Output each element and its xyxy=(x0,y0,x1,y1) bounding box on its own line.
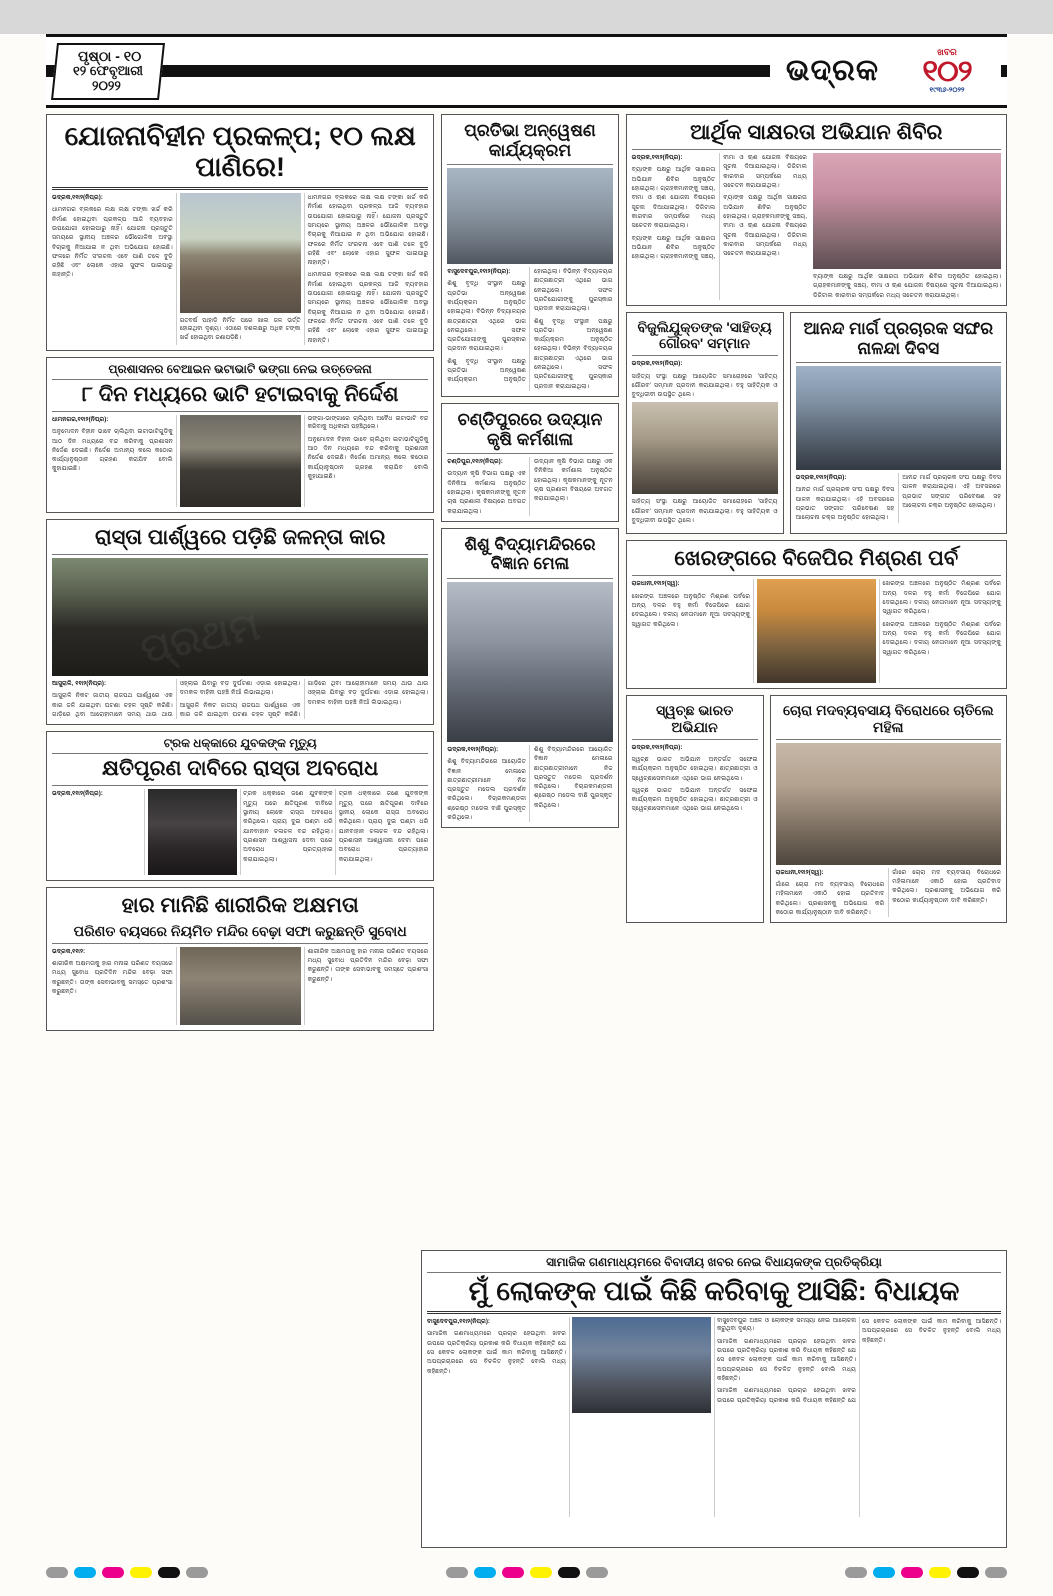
lead-text-3: ଧାମନଗର ବ୍ଲକରେ ଲକ୍ଷ ଲକ୍ଷ ଟଙ୍କା ଖର୍ଚ୍ଚ କରି ନିର୍ମାଣ ହୋଇଥିବା ପ୍ରକଳ୍ପ ଆଜି ବ୍ୟବହାର ଉପଯୋଗୀ ହୋଇପାରୁ ନାହିଁ। ଯୋଜନା ପ୍ରସ୍ତୁତି ସମୟରେ ସ୍ଥାନୀୟ ଅଞ୍ଚଳର ଭୌଗୋଳିକ ଅବସ୍ଥା ବିଚାରକୁ ନିଆଯାଇ ନ ଥିବା ଅଭିଯୋଗ ହୋଇଛି। ଫଳରେ ନିର୍ମିତ ସଂରଚନା ଏବେ ପାଣି ତଳେ ବୁଡ଼ି ରହିଛି ଏବଂ ଲୋକେ ଏହାର ସୁଫଳ ପାଇପାରୁ ନାହାନ୍ତି। xyxy=(307,271,429,344)
print-color-bar xyxy=(46,1567,1007,1578)
lead-text: ଧାମନଗର ବ୍ଲକରେ ଲକ୍ଷ ଲକ୍ଷ ଟଙ୍କା ଖର୍ଚ୍ଚ କରି ନିର୍ମାଣ ହୋଇଥିବା ପ୍ରକଳ୍ପ ଆଜି ବ୍ୟବହାର ଉପଯୋଗୀ ହୋଇପାରୁ ନାହିଁ। ଯୋଜନା ପ୍ରସ୍ତୁତି ସମୟରେ ସ୍ଥାନୀୟ ଅଞ୍ଚଳର ଭୌଗୋଳିକ ଅବସ୍ଥା ବିଚାରକୁ ନିଆଯାଇ ନ ଥିବା ଅଭିଯୋଗ ହୋଇଛି। ଫଳରେ ନିର୍ମିତ ସଂରଚନା ଏବେ ପାଣି ତଳେ ବୁଡ଼ି ରହିଛି ଏବଂ ଲୋକେ ଏହାର ସୁଫଳ ପାଇପାରୁ ନାହାନ୍ତି। xyxy=(52,206,173,279)
finlit-headline: ଆର୍ଥିକ ସାକ୍ଷରତା ଅଭିଯାନ ଶିବିର xyxy=(690,121,943,144)
logo-main-text: ୧୦୨ xyxy=(922,55,972,88)
swachh-body xyxy=(632,743,758,814)
article-talent xyxy=(441,114,618,397)
talent-photo xyxy=(447,168,612,264)
article-disability xyxy=(46,887,434,1030)
kiln-headline: ୮ ଦିନ ମଧ୍ୟରେ ଭାଟି ହଟାଇବାକୁ ନିର୍ଦ୍ଦେଶ xyxy=(81,382,399,406)
swatch-cyan xyxy=(74,1567,96,1578)
car-dateline: ଆସୁରାଳି, ୧୧ା୨(ନିପ୍ର): xyxy=(52,680,107,688)
truck-photo xyxy=(148,789,238,875)
agri-dateline: ଚଣ୍ଡିପୁର,୧୧ା୨(ନିପ୍ର): xyxy=(447,458,503,466)
swatch-gray-4 xyxy=(586,1567,608,1578)
color-swatch-group-left xyxy=(46,1567,208,1578)
sahitya-headline: ବିଜୁଲିଯୁକ୍ତଙ୍କ 'ସାହିତ୍ୟ ଗୌରବ' ସମ୍ମାନ xyxy=(637,319,772,352)
article-truck-death xyxy=(46,731,434,881)
article-science-fair xyxy=(441,528,618,828)
color-swatch-group-center xyxy=(446,1567,608,1578)
disability-photo xyxy=(180,947,301,1025)
agri-body xyxy=(447,457,612,516)
page-date-line2: ୨୦୨୨ xyxy=(91,77,121,93)
finlit-text: ବ୍ୟାଙ୍କ ପକ୍ଷରୁ ଆର୍ଥିକ ସାକ୍ଷରତା ଅଭିଯାନ ଶିବିର ଅନୁଷ୍ଠିତ ହୋଇଥିଲା। ଗ୍ରାହକମାନଙ୍କୁ ସଞ୍ଚୟ, ବୀମା ଓ ଋଣ ଯୋଜନା ବିଷୟରେ ସୂଚନା ଦିଆଯାଇଥିଲା। ଡିଜିଟାଲ କାରବାର ସମ୍ପର୍କରେ ମଧ୍ୟ ସଚେତନ କରାଯାଇଥିଲା। xyxy=(631,166,716,230)
finlit-text-2: ବ୍ୟାଙ୍କ ପକ୍ଷରୁ ଆର୍ଥିକ ସାକ୍ଷରତା ଅଭିଯାନ ଶିବିର ଅନୁଷ୍ଠିତ ହୋଇଥିଲା। ଗ୍ରାହକମାନଙ୍କୁ ସଞ୍ଚୟ, ବୀମା ଓ ଋଣ ଯୋଜନା ବିଷୟରେ ସୂଚନା ଦିଆଯାଇଥିଲା। ଡିଜିଟାଲ କାରବାର ସମ୍ପର୍କରେ ମଧ୍ୟ ସଚେତନ କରାଯାଇଥିଲା। xyxy=(631,154,807,261)
page-number: ପୃଷ୍ଠା - ୧୦ xyxy=(78,47,142,64)
liquor-dateline: ରାଜଧାନୀ,୧୧ା୨(ସ୍ୱ): xyxy=(775,868,824,876)
talent-dateline: ବାସୁଦେବପୁର,୧୧ା୨(ନିପ୍ର): xyxy=(447,268,511,276)
newspaper-page xyxy=(0,34,1053,1596)
disability-subhead: ପରିଣତ ବୟସରେ ନିୟମିତ ମନ୍ଦିର ବେଢ଼ା ସଫା କରୁଛନ୍ତି ସୁବୋଧ xyxy=(73,922,407,939)
swachh-headline: ସ୍ୱଚ୍ଛ ଭାରତ ଅଭିଯାନ xyxy=(655,702,734,735)
finlit-dateline: ଭଦ୍ରକ,୧୧ା୨(ନିପ୍ର): xyxy=(631,154,683,162)
article-sahitya-award xyxy=(626,312,784,534)
swatch-black-3 xyxy=(957,1567,979,1578)
mla-body xyxy=(427,1317,1001,1517)
truck-text-2: ଟ୍ରକ ଧକ୍କାରେ ଜଣେ ଯୁବକଙ୍କ ମୃତ୍ୟୁ ପରେ କ୍ଷତିପୂରଣ ଦାବିରେ ସ୍ଥାନୀୟ ଲୋକେ ରାସ୍ତା ଅବରୋଧ କରିଥିଲେ। ପ୍ରାୟ ଦୁଇ ଘଣ୍ଟା ଧରି ଯାନବାହାନ ଚଳାଚଳ ବନ୍ଦ ରହିଥିଲା। ପ୍ରଶାସନ ଆଶ୍ୱାସନା ଦେବା ପରେ ଅବରୋଧ ପ୍ରତ୍ୟାହାର କରାଯାଇଥିଲା। xyxy=(338,790,429,863)
mla-text-3: ସାମାଜିକ ଗଣମାଧ୍ୟମରେ ପ୍ରଚାର ହେଉଥିବା ଖବର ଉପରେ ପ୍ରତିକ୍ରିୟା ପ୍ରକାଶ କରି ବିଧାୟକ କହିଛନ୍ତି ଯେ ସେ କେବଳ ଲୋକଙ୍କ ପାଇଁ କାମ କରିବାକୁ ଆସିଛନ୍ତି। ଅପପ୍ରଚାରରେ ସେ ବିଚଳିତ ନୁହନ୍ତି ବୋଲି ମଧ୍ୟ କହିଛନ୍ତି। xyxy=(717,1318,1001,1404)
talent-text-3: ଶିଶୁ ବୃଦ୍ଧି ସଂସ୍ଥାନ ପକ୍ଷରୁ ପ୍ରତିଭା ଅନ୍ୱେଷଣ କାର୍ଯ୍ୟକ୍ରମ ଅନୁଷ୍ଠିତ ହୋଇଥିଲା। ବିଭିନ୍ନ ବିଦ୍ୟାଳୟର ଛାତ୍ରଛାତ୍ରୀ ଏଥିରେ ଭାଗ ନେଇଥିଲେ। ସଫଳ ପ୍ରତିଯୋଗୀଙ୍କୁ ପୁରସ୍କାର ପ୍ରଦାନ କରାଯାଇଥିଲା। xyxy=(533,317,613,390)
science-text: ଶିଶୁ ବିଦ୍ୟାମନ୍ଦିରରେ ଆୟୋଜିତ ବିଜ୍ଞାନ ମେଳାରେ ଛାତ୍ରଛାତ୍ରୀମାନେ ନିଜ ପ୍ରସ୍ତୁତ ମଡେଲ ପ୍ରଦର୍ଶନ କରିଥିଲେ। ବିଚାରକମଣ୍ଡଳୀ ଶ୍ରେଷ୍ଠ ମଡେଲ ବାଛି ପୁରସ୍କୃତ କରିଥିଲେ। xyxy=(447,758,526,821)
mla-text: ସାମାଜିକ ଗଣମାଧ୍ୟମରେ ପ୍ରଚାର ହେଉଥିବା ଖବର ଉପରେ ପ୍ରତିକ୍ରିୟା ପ୍ରକାଶ କରି ବିଧାୟକ କହିଛନ୍ତି ଯେ ସେ କେବଳ ଲୋକଙ୍କ ପାଇଁ କାମ କରିବାକୁ ଆସିଛନ୍ତି। ଅପପ୍ରଚାରରେ ସେ ବିଚଳିତ ନୁହନ୍ତି ବୋଲି ମଧ୍ୟ କହିଛନ୍ତି। xyxy=(427,1330,566,1375)
color-swatch-group-right xyxy=(845,1567,1007,1578)
swatch-gray-5 xyxy=(845,1567,867,1578)
ananda-text: ଆନନ୍ଦ ମାର୍ଗ ପ୍ରଚାରକ ସଂଘ ପକ୍ଷରୁ ଦିବସ ପାଳନ କରାଯାଇଥିଲା। ଏହି ଅବସରରେ ପ୍ରଭାତ ସଙ୍ଗୀତ ପରିବେଷଣ ସହ ଆଲୋଚନା ଚକ୍ର ଅନୁଷ୍ଠିତ ହୋଇଥିଲା। xyxy=(795,486,895,522)
agri-text: ଉଦ୍ୟାନ କୃଷି ବିଭାଗ ପକ୍ଷରୁ ଏକ ଦିନିକିଆ କର୍ମଶାଳା ଅନୁଷ୍ଠିତ ହୋଇଥିଲା। କୃଷକମାନଙ୍କୁ ନୂତନ ଚାଷ ପ୍ରଣାଳୀ ବିଷୟରେ ଅବଗତ କରାଯାଇଥିଲା। xyxy=(447,470,526,515)
swatch-magenta-3 xyxy=(901,1567,923,1578)
swatch-cyan-2 xyxy=(474,1567,496,1578)
bjp-text-2: ଖେରଙ୍ଗ ଅଞ୍ଚଳରେ ଅନୁଷ୍ଠିତ ମିଶ୍ରଣ ପର୍ବରେ ଅନ୍ୟ ଦଳର ବହୁ କର୍ମୀ ବିଜେପିରେ ଯୋଗ ଦେଇଥିଲେ। ଦଳୀୟ ନେତାମାନେ ନୂଆ ସଦସ୍ୟଙ୍କୁ ସ୍ୱାଗତ କରିଥିଲେ। xyxy=(882,580,1001,616)
sahitya-body xyxy=(632,359,778,525)
car-body xyxy=(52,679,428,719)
talent-headline: ପ୍ରତିଭା ଅନ୍ୱେଷଣ କାର୍ଯ୍ୟକ୍ରମ xyxy=(464,121,596,160)
lead-caption: ଗତବର୍ଷ ପାହାଡ଼ି ନିର୍ମିତ ପରେ ଖାଲ ଜଳ ଭର୍ତ୍ତି ହୋଇଥିବା ଦୃଶ୍ୟ। ଏଠାରେ ଦଶଲକ୍ଷରୁ ଅଧିକ ଟଙ୍କା ଖର୍ଚ୍ଚ ହୋଇଥିବା ଜଣାପଡ଼ିଛି। xyxy=(179,318,301,341)
talent-text: ଶିଶୁ ବୃଦ୍ଧି ସଂସ୍ଥାନ ପକ୍ଷରୁ ପ୍ରତିଭା ଅନ୍ୱେଷଣ କାର୍ଯ୍ୟକ୍ରମ ଅନୁଷ୍ଠିତ ହୋଇଥିଲା। ବିଭିନ୍ନ ବିଦ୍ୟାଳୟର ଛାତ୍ରଛାତ୍ରୀ ଏଥିରେ ଭାଗ ନେଇଥିଲେ। ସଫଳ ପ୍ରତିଯୋଗୀଙ୍କୁ ପୁରସ୍କାର ପ୍ରଦାନ କରାଯାଇଥିଲା। xyxy=(447,280,526,353)
mla-caption: ବାସୁଦେବପୁର ଅଞ୍ଚଳ ଓ ଲୋକଙ୍କ ସମସ୍ୟା ନେଇ ଆଲୋଚନା କରୁଥିବା ଦୃଶ୍ୟ। xyxy=(717,1318,856,1333)
swatch-magenta-2 xyxy=(502,1567,524,1578)
science-body xyxy=(447,745,612,822)
swachh-text: ସ୍ୱଚ୍ଛ ଭାରତ ଅଭିଯାନ ଅନ୍ତର୍ଗତ ସଫେଇ କାର୍ଯ୍ୟକ୍ରମ ଅନୁଷ୍ଠିତ ହୋଇଥିଲା। ଛାତ୍ରଛାତ୍ରୀ ଓ ସ୍ୱେଚ୍ଛାସେବୀମାନେ ଏଥିରେ ଭାଗ ନେଇଥିଲେ। xyxy=(631,755,758,782)
page-number-box xyxy=(51,43,165,100)
liquor-body xyxy=(776,868,1001,917)
science-photo xyxy=(447,582,612,742)
truck-kicker: ଟ୍ରକ ଧକ୍କାରେ ଯୁବକଙ୍କ ମୃତ୍ୟୁ xyxy=(52,736,428,754)
disability-dateline: ଭଦ୍ରକ,୧୧ା୨: xyxy=(52,947,86,955)
disability-text: ଶାରୀରିକ ଅକ୍ଷମତାକୁ ହାର ମନାଇ ପରିଣତ ବୟସରେ ମଧ୍ୟ ସୁବୋଧ ପ୍ରତିଦିନ ମନ୍ଦିର ବେଢ଼ା ସଫା କରୁଛନ୍ତି। ତାଙ୍କ ସେବାଭାବକୁ ସମସ୍ତେ ପ୍ରଶଂସା କରୁଛନ୍ତି। xyxy=(52,959,173,995)
masthead-right xyxy=(770,38,1001,104)
ananda-photo xyxy=(796,366,1001,470)
bjp-dateline: ରାଜଧାନୀ,୧୧ା୨(ସ୍ୱ): xyxy=(631,580,680,588)
swatch-black xyxy=(158,1567,180,1578)
masthead xyxy=(46,34,1007,108)
column-left xyxy=(46,114,434,1474)
kiln-caption: ଭଙ୍ଗା-ଭାଙ୍ଗାରେ ଚାଲିଥିବା ଅବୈଧ ଇଟାଭାଟି ବନ୍ଦ କରିବାକୁ ଅଧିକାରୀ ପହଞ୍ଚିଥିଲେ। xyxy=(307,415,429,431)
swachh-text-2: ସ୍ୱଚ୍ଛ ଭାରତ ଅଭିଯାନ ଅନ୍ତର୍ଗତ ସଫେଇ କାର୍ଯ୍ୟକ୍ରମ ଅନୁଷ୍ଠିତ ହୋଇଥିଲା। ଛାତ୍ରଛାତ୍ରୀ ଓ ସ୍ୱେଚ୍ଛାସେବୀମାନେ ଏଥିରେ ଭାଗ ନେଇଥିଲେ। xyxy=(631,786,758,813)
lead-dateline: ଭଦ୍ରକ,୧୧ା୨(ନିପ୍ର): xyxy=(52,194,103,202)
lead-photo xyxy=(180,193,301,313)
sahitya-text: ସାହିତ୍ୟ ସଂସ୍ଥା ପକ୍ଷରୁ ଆୟୋଜିତ ସମାରୋହରେ 'ସାହିତ୍ୟ ଗୌରବ' ସମ୍ମାନ ପ୍ରଦାନ କରାଯାଇଥିଲା। ବହୁ ସାହିତ୍ୟିକ ଓ ବୁଦ୍ଧିଜୀବୀ ଉପସ୍ଥିତ ଥିଲେ। xyxy=(631,372,778,399)
ananda-headline: ଆନନ୍ଦ ମାର୍ଗ ପ୍ରଚାରକ ସଙ୍ଘର ନାଳନ୍ଦା ଦିବସ xyxy=(803,319,994,358)
talent-text-2: ଶିଶୁ ବୃଦ୍ଧି ସଂସ୍ଥାନ ପକ୍ଷରୁ ପ୍ରତିଭା ଅନ୍ୱେଷଣ କାର୍ଯ୍ୟକ୍ରମ ଅନୁଷ୍ଠିତ ହୋଇଥିଲା। ବିଭିନ୍ନ ବିଦ୍ୟାଳୟର ଛାତ୍ରଛାତ୍ରୀ ଏଥିରେ ଭାଗ ନେଇଥିଲେ। ସଫଳ ପ୍ରତିଯୋଗୀଙ୍କୁ ପୁରସ୍କାର ପ୍ରଦାନ କରାଯାଇଥିଲା। xyxy=(447,268,613,384)
article-ananda-marga xyxy=(790,312,1007,534)
swatch-yellow xyxy=(130,1567,152,1578)
kiln-dateline: ଧାମନଗର,୧୧ା୨(ନିପ୍ର): xyxy=(52,415,109,423)
swatch-gray-6 xyxy=(985,1567,1007,1578)
lead-text-2: ଧାମନଗର ବ୍ଲକରେ ଲକ୍ଷ ଲକ୍ଷ ଟଙ୍କା ଖର୍ଚ୍ଚ କରି ନିର୍ମାଣ ହୋଇଥିବା ପ୍ରକଳ୍ପ ଆଜି ବ୍ୟବହାର ଉପଯୋଗୀ ହୋଇପାରୁ ନାହିଁ। ଯୋଜନା ପ୍ରସ୍ତୁତି ସମୟରେ ସ୍ଥାନୀୟ ଅଞ୍ଚଳର ଭୌଗୋଳିକ ଅବସ୍ଥା ବିଚାରକୁ ନିଆଯାଇ ନ ଥିବା ଅଭିଯୋଗ ହୋଇଛି। ଫଳରେ ନିର୍ମିତ ସଂରଚନା ଏବେ ପାଣି ତଳେ ବୁଡ଼ି ରହିଛି ଏବଂ ଲୋକେ ଏହାର ସୁଫଳ ପାଇପାରୁ ନାହାନ୍ତି। xyxy=(307,194,429,267)
ananda-dateline: ଭଦ୍ରକ,୧୧ା୨(ନିପ୍ର): xyxy=(795,474,847,482)
truck-dateline: ଭଦ୍ରକ,୧୧ା୨(ନିପ୍ର): xyxy=(52,790,103,798)
article-mla xyxy=(421,1250,1007,1548)
article-bjp-merge xyxy=(626,540,1007,689)
liquor-photo xyxy=(776,743,1001,865)
disability-body xyxy=(52,947,428,1025)
finlit-text-3: ବ୍ୟାଙ୍କ ପକ୍ଷରୁ ଆର୍ଥିକ ସାକ୍ଷରତା ଅଭିଯାନ ଶିବିର ଅନୁଷ୍ଠିତ ହୋଇଥିଲା। ଗ୍ରାହକମାନଙ୍କୁ ସଞ୍ଚୟ, ବୀମା ଓ ଋଣ ଯୋଜନା ବିଷୟରେ ସୂଚନା ଦିଆଯାଇଥିଲା। ଡିଜିଟାଲ କାରବାର ସମ୍ପର୍କରେ ମଧ୍ୟ ସଚେତନ କରାଯାଇଥିଲା। xyxy=(723,194,807,258)
anniversary-logo xyxy=(899,40,995,102)
sahitya-dateline: ଭଦ୍ରକ,୧୧ା୨(ନିପ୍ର): xyxy=(631,360,683,368)
article-burnt-car xyxy=(46,519,434,725)
swatch-gray-3 xyxy=(446,1567,468,1578)
swatch-black-2 xyxy=(558,1567,580,1578)
swatch-yellow-3 xyxy=(929,1567,951,1578)
mla-dateline: ବାସୁଦେବପୁର,୧୧ା୨(ନିପ୍ର): xyxy=(427,1318,490,1326)
talent-body xyxy=(447,267,612,391)
article-swachh xyxy=(626,695,764,923)
article-liquor-protest xyxy=(770,695,1007,923)
bjp-photo xyxy=(757,579,875,683)
ananda-body xyxy=(796,473,1001,522)
disability-text-2: ଶାରୀରିକ ଅକ୍ଷମତାକୁ ହାର ମନାଇ ପରିଣତ ବୟସରେ ମଧ୍ୟ ସୁବୋଧ ପ୍ରତିଦିନ ମନ୍ଦିର ବେଢ଼ା ସଫା କରୁଛନ୍ତି। ତାଙ୍କ ସେବାଭାବକୁ ସମସ୍ତେ ପ୍ରଶଂସା କରୁଛନ୍ତି। xyxy=(307,947,429,983)
swatch-yellow-2 xyxy=(530,1567,552,1578)
agri-text-2: ଉଦ୍ୟାନ କୃଷି ବିଭାଗ ପକ୍ଷରୁ ଏକ ଦିନିକିଆ କର୍ମଶାଳା ଅନୁଷ୍ଠିତ ହୋଇଥିଲା। କୃଷକମାନଙ୍କୁ ନୂତନ ଚାଷ ପ୍ରଣାଳୀ ବିଷୟରେ ଅବଗତ କରାଯାଇଥିଲା। xyxy=(533,458,613,503)
logo-top-text: ଖବର xyxy=(937,47,957,57)
finlit-text-4: ବ୍ୟାଙ୍କ ପକ୍ଷରୁ ଆର୍ଥିକ ସାକ୍ଷରତା ଅଭିଯାନ ଶିବିର ଅନୁଷ୍ଠିତ ହୋଇଥିଲା। ଗ୍ରାହକମାନଙ୍କୁ ସଞ୍ଚୟ, ବୀମା ଓ ଋଣ ଯୋଜନା ବିଷୟରେ ସୂଚନା ଦିଆଯାଇଥିଲା। ଡିଜିଟାଲ କାରବାର ସମ୍ପର୍କରେ ମଧ୍ୟ ସଚେତନ କରାଯାଇଥିଲା। xyxy=(813,273,1001,299)
edition-title: ଭଦ୍ରକ xyxy=(785,54,879,87)
liquor-headline: ଚୋରା ମଦବ୍ୟବସାୟ ବିରୋଧରେ ଚାତିଲେ ମହିଳା xyxy=(782,702,994,735)
article-agri-workshop xyxy=(441,403,618,522)
article-kiln-order xyxy=(46,357,434,513)
truck-headline: କ୍ଷତିପୂରଣ ଦାବିରେ ରାସ୍ତା ଅବରୋଧ xyxy=(102,757,379,781)
swatch-cyan-3 xyxy=(873,1567,895,1578)
kiln-text: ଅନୁମୋଦନ ବିହୀନ ଭାବେ ଚାଲିଥିବା ଇଟାଭାଟିଗୁଡ଼ିକୁ ଆଠ ଦିନ ମଧ୍ୟରେ ବନ୍ଦ କରିବାକୁ ପ୍ରଶାସନ ନିର୍ଦ୍ଦେଶ ଦେଇଛି। ନିର୍ଦ୍ଦେଶ ଅମାନ୍ୟ କଲେ କଠୋର କାର୍ଯ୍ୟାନୁଷ୍ଠାନ ଗ୍ରହଣ କରାଯିବ ବୋଲି କୁହାଯାଇଛି। xyxy=(52,428,173,473)
logo-sub-text: ୧୯୩୬-୨୦୨୨ xyxy=(929,87,965,94)
bjp-headline: ଖେରଙ୍ଗରେ ବିଜେପିର ମିଶ୍ରଣ ପର୍ବ xyxy=(674,547,959,571)
mla-text-2: ସାମାଜିକ ଗଣମାଧ୍ୟମରେ ପ୍ରଚାର ହେଉଥିବା ଖବର ଉପରେ ପ୍ରତିକ୍ରିୟା ପ୍ରକାଶ କରି ବିଧାୟକ କହିଛନ୍ତି ଯେ ସେ କେବଳ ଲୋକଙ୍କ ପାଇଁ କାମ କରିବାକୁ ଆସିଛନ୍ତି। ଅପପ୍ରଚାରରେ ସେ ବିଚଳିତ ନୁହନ୍ତି ବୋଲି ମଧ୍ୟ କହିଛନ୍ତି। xyxy=(717,1337,856,1383)
mla-kicker: ସାମାଜିକ ଗଣମାଧ୍ୟମରେ ବିବାଦୀୟ ଖବର ନେଇ ବିଧାୟକଙ୍କ ପ୍ରତିକ୍ରିୟା xyxy=(427,1255,1001,1273)
swatch-gray xyxy=(46,1567,68,1578)
lead-headline: ଯୋଜନାବିହୀନ ପ୍ରକଳ୍ପ; ୧୦ ଲକ୍ଷ ପାଣିରେ! xyxy=(64,121,416,183)
bjp-text-3: ଖେରଙ୍ଗ ଅଞ୍ଚଳରେ ଅନୁଷ୍ଠିତ ମିଶ୍ରଣ ପର୍ବରେ ଅନ୍ୟ ଦଳର ବହୁ କର୍ମୀ ବିଜେପିରେ ଯୋଗ ଦେଇଥିଲେ। ଦଳୀୟ ନେତାମାନେ ନୂଆ ସଦସ୍ୟଙ୍କୁ ସ୍ୱାଗତ କରିଥିଲେ। xyxy=(882,620,1001,656)
kiln-body xyxy=(52,415,428,507)
sahitya-photo xyxy=(632,402,778,494)
lead-body xyxy=(52,193,428,345)
science-text-2: ଶିଶୁ ବିଦ୍ୟାମନ୍ଦିରରେ ଆୟୋଜିତ ବିଜ୍ଞାନ ମେଳାରେ ଛାତ୍ରଛାତ୍ରୀମାନେ ନିଜ ପ୍ରସ୍ତୁତ ମଡେଲ ପ୍ରଦର୍ଶନ କରିଥିଲେ। ବିଚାରକମଣ୍ଡଳୀ ଶ୍ରେଷ୍ଠ ମଡେଲ ବାଛି ପୁରସ୍କୃତ କରିଥିଲେ। xyxy=(533,745,613,809)
sahitya-text-2: ସାହିତ୍ୟ ସଂସ୍ଥା ପକ୍ଷରୁ ଆୟୋଜିତ ସମାରୋହରେ 'ସାହିତ୍ୟ ଗୌରବ' ସମ୍ମାନ ପ୍ରଦାନ କରାଯାଇଥିଲା। ବହୁ ସାହିତ୍ୟିକ ଓ ବୁଦ୍ଧିଜୀବୀ ଉପସ୍ଥିତ ଥିଲେ। xyxy=(631,498,778,524)
car-headline: ରାସ୍ତା ପାର୍ଶ୍ୱରେ ପଡ଼ିଛି ଜଳନ୍ତା କାର xyxy=(94,525,386,549)
science-dateline: ଭଦ୍ରକ,୧୧ା୨(ନିପ୍ର): xyxy=(447,745,499,753)
truck-text: ଟ୍ରକ ଧକ୍କାରେ ଜଣେ ଯୁବକଙ୍କ ମୃତ୍ୟୁ ପରେ କ୍ଷତିପୂରଣ ଦାବିରେ ସ୍ଥାନୀୟ ଲୋକେ ରାସ୍ତା ଅବରୋଧ କରିଥିଲେ। ପ୍ରାୟ ଦୁଇ ଘଣ୍ଟା ଧରି ଯାନବାହାନ ଚଳାଚଳ ବନ୍ଦ ରହିଥିଲା। ପ୍ରଶାସନ ଆଶ୍ୱାସନା ଦେବା ପରେ ଅବରୋଧ ପ୍ରତ୍ୟାହାର କରାଯାଇଥିଲା। xyxy=(243,790,333,863)
liquor-text-2: ଗାଁରେ ଚୋରା ମଦ ବ୍ୟବସାୟ ବିରୋଧରେ ମହିଳାମାନେ ଏକାଠି ହୋଇ ପ୍ରତିବାଦ କରିଥିଲେ। ପ୍ରଶାସନକୁ ଅଭିଯୋଗ କରି କଠୋର କାର୍ଯ୍ୟାନୁଷ୍ଠାନ ଦାବି କରିଛନ୍ତି। xyxy=(892,868,1001,904)
liquor-text: ଗାଁରେ ଚୋରା ମଦ ବ୍ୟବସାୟ ବିରୋଧରେ ମହିଳାମାନେ ଏକାଠି ହୋଇ ପ୍ରତିବାଦ କରିଥିଲେ। ପ୍ରଶାସନକୁ ଅଭିଯୋଗ କରି କଠୋର କାର୍ଯ୍ୟାନୁଷ୍ଠାନ ଦାବି କରିଛନ୍ତି। xyxy=(775,880,885,916)
car-text: ଆସୁରାଳି ନିକଟ ଜାତୀୟ ରାଜପଥ ପାର୍ଶ୍ୱରେ ଏକ କାର ଜଳି ଯାଇଥିବା ଘଟଣା ଚହଳ ସୃଷ୍ଟି କରିଛି। ଗାଡ଼ିରେ ଥିବା ଆରୋହୀମାନେ ସମୟ ଥାଉ ଥାଉ ଓହ୍ଲାଇ ଯିବାରୁ ବଡ଼ ଦୁର୍ଘଟଣା ଏଡ଼ାଇ ହୋଇଥିଲା। ଦମକଳ ବାହିନୀ ପହଞ୍ଚି ନିଆଁ ଲିଭାଇଥିଲା। xyxy=(52,680,301,719)
finlit-body xyxy=(632,153,807,300)
car-text-2: ଆସୁରାଳି ନିକଟ ଜାତୀୟ ରାଜପଥ ପାର୍ଶ୍ୱରେ ଏକ କାର ଜଳି ଯାଇଥିବା ଘଟଣା ଚହଳ ସୃଷ୍ଟି କରିଛି। ଗାଡ଼ିରେ ଥିବା ଆରୋହୀମାନେ ସମୟ ଥାଉ ଥାଉ ଓହ୍ଲାଇ ଯିବାରୁ ବଡ଼ ଦୁର୍ଘଟଣା ଏଡ଼ାଇ ହୋଇଥିଲା। ଦମକଳ ବାହିନୀ ପହଞ୍ଚି ନିଆଁ ଲିଭାଇଥିଲା। xyxy=(179,680,429,719)
science-headline: ଶିଶୁ ବିଦ୍ୟାମନ୍ଦିରରେ ବିଜ୍ଞାନ ମେଳା xyxy=(464,534,596,574)
article-lead xyxy=(46,114,434,351)
agri-headline: ଚଣ୍ଡିପୁରରେ ଉଦ୍ୟାନ କୃଷି କର୍ମଶାଳା xyxy=(457,409,603,449)
car-photo xyxy=(52,558,428,676)
swachh-dateline: ଭଦ୍ରକ,୧୧ା୨(ନିପ୍ର): xyxy=(631,743,683,751)
bjp-text: ଖେରଙ୍ଗ ଅଞ୍ଚଳରେ ଅନୁଷ୍ଠିତ ମିଶ୍ରଣ ପର୍ବରେ ଅନ୍ୟ ଦଳର ବହୁ କର୍ମୀ ବିଜେପିରେ ଯୋଗ ଦେଇଥିଲେ। ଦଳୀୟ ନେତାମାନେ ନୂଆ ସଦସ୍ୟଙ୍କୁ ସ୍ୱାଗତ କରିଥିଲେ। xyxy=(631,592,751,628)
article-financial-literacy xyxy=(626,114,1007,306)
kiln-kicker: ପ୍ରଶାସନର ବେଆଇନ ଭଟାଭାଟି ଭଙ୍ଗା ନେଇ ଉତ୍ତେଜନା xyxy=(52,362,428,380)
swatch-magenta xyxy=(102,1567,124,1578)
ananda-text-2: ଆନନ୍ଦ ମାର୍ଗ ପ୍ରଚାରକ ସଂଘ ପକ୍ଷରୁ ଦିବସ ପାଳନ କରାଯାଇଥିଲା। ଏହି ଅବସରରେ ପ୍ରଭାତ ସଙ୍ଗୀତ ପରିବେଷଣ ସହ ଆଲୋଚନା ଚକ୍ର ଅନୁଷ୍ଠିତ ହୋଇଥିଲା। xyxy=(902,474,1001,510)
kiln-photo xyxy=(180,415,301,507)
mla-photo xyxy=(572,1317,711,1413)
page-date-line1: ୧୨ ଫେବୃଆରୀ xyxy=(72,62,143,78)
disability-headline: ହାର ମାନିଛି ଶାରୀରିକ ଅକ୍ଷମତା xyxy=(121,894,359,918)
truck-body xyxy=(52,789,428,875)
finlit-photo xyxy=(813,153,1001,269)
bjp-body xyxy=(632,579,1001,683)
mla-headline: ମୁଁ ଲୋକଙ୍କ ପାଇଁ କିଛି କରିବାକୁ ଆସିଛି: ବିଧାୟକ xyxy=(468,1276,960,1306)
kiln-text-2: ଅନୁମୋଦନ ବିହୀନ ଭାବେ ଚାଲିଥିବା ଇଟାଭାଟିଗୁଡ଼ିକୁ ଆଠ ଦିନ ମଧ୍ୟରେ ବନ୍ଦ କରିବାକୁ ପ୍ରଶାସନ ନିର୍ଦ୍ଦେଶ ଦେଇଛି। ନିର୍ଦ୍ଦେଶ ଅମାନ୍ୟ କଲେ କଠୋର କାର୍ଯ୍ୟାନୁଷ୍ଠାନ ଗ୍ରହଣ କରାଯିବ ବୋଲି କୁହାଯାଇଛି। xyxy=(307,435,429,480)
swatch-gray-2 xyxy=(186,1567,208,1578)
